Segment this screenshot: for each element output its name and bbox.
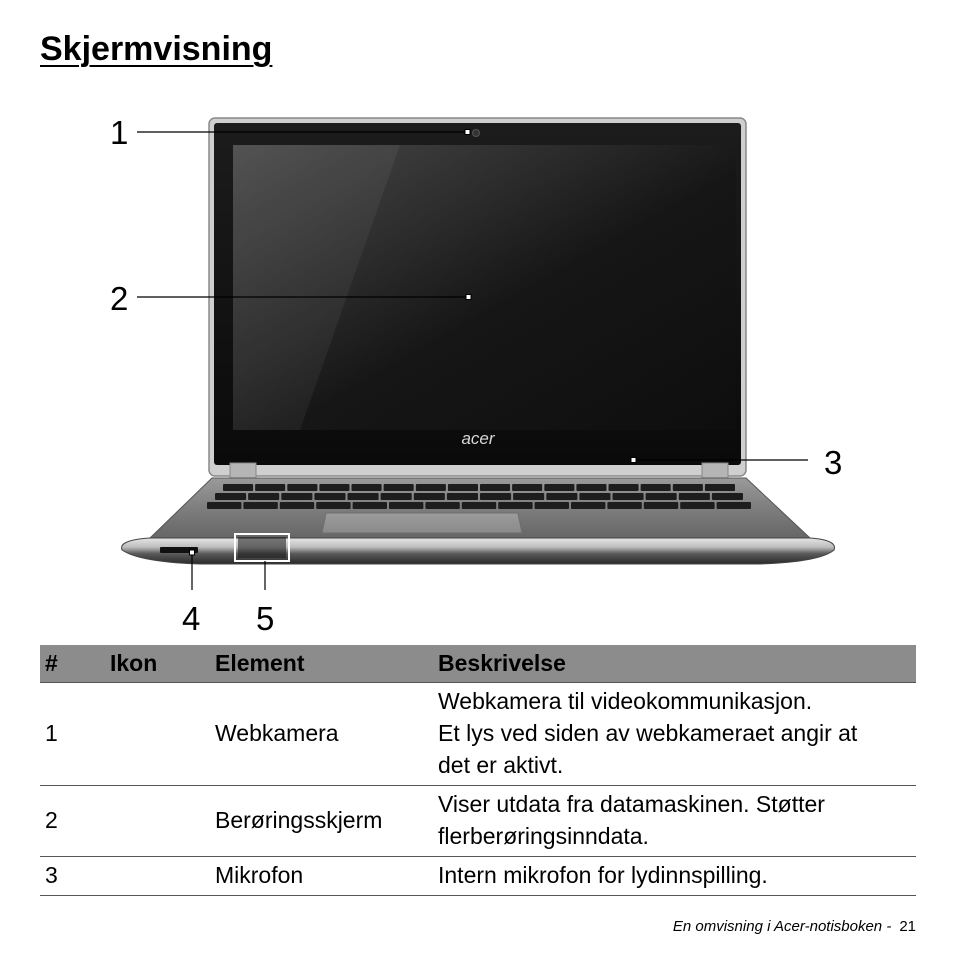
- keyboard-key: [513, 493, 544, 500]
- callout-marker-3: [631, 458, 636, 463]
- brand-logo: acer: [461, 429, 495, 448]
- keyboard-key: [480, 493, 511, 500]
- keyboard-key: [280, 502, 314, 509]
- keyboard-key: [544, 484, 574, 491]
- row-description: [433, 683, 916, 786]
- row-number: 1: [40, 683, 105, 786]
- front-edge: [122, 538, 835, 564]
- keyboard-key: [498, 502, 532, 509]
- keyboard-key: [281, 493, 312, 500]
- row-element: Webkamera: [210, 683, 433, 786]
- row-element: Mikrofon: [210, 857, 433, 896]
- header-element: Element: [210, 645, 433, 683]
- keyboard-key: [613, 493, 644, 500]
- keyboard-key: [389, 502, 423, 509]
- row-number: 2: [40, 786, 105, 857]
- hinge-right: [702, 463, 728, 479]
- header-icon: Ikon: [105, 645, 210, 683]
- keyboard-key: [462, 502, 496, 509]
- page-footer: [673, 918, 916, 935]
- callout-marker-1: [465, 130, 470, 135]
- keyboard-key: [255, 484, 285, 491]
- callout-number-1: 1: [110, 114, 129, 151]
- hinge-left: [230, 463, 256, 479]
- description-line: Webkamera til videokommunikasjon.: [438, 688, 813, 714]
- keyboard-key: [705, 484, 735, 491]
- page-title: Skjermvisning: [40, 30, 273, 68]
- keyboard-key: [646, 493, 677, 500]
- keyboard-key: [535, 502, 569, 509]
- keyboard-key: [348, 493, 379, 500]
- table-row: [40, 683, 916, 786]
- description-line: Et lys ved siden av webkameraet angir at: [438, 720, 858, 746]
- row-description: [433, 857, 916, 896]
- keyboard-key: [314, 493, 345, 500]
- row-icon: [105, 857, 210, 896]
- keyboard-key: [353, 502, 387, 509]
- keyboard-key: [512, 484, 542, 491]
- keyboard-key: [243, 502, 277, 509]
- laptop-figure: [0, 100, 954, 645]
- keyboard-key: [679, 493, 710, 500]
- keyboard-key: [384, 484, 414, 491]
- keyboard-key: [425, 502, 459, 509]
- keyboard-key: [680, 502, 714, 509]
- row-icon: [105, 786, 210, 857]
- keyboard-key: [352, 484, 382, 491]
- keyboard-key: [287, 484, 317, 491]
- keyboard-key: [316, 502, 350, 509]
- keyboard-key: [641, 484, 671, 491]
- keyboard-key: [215, 493, 246, 500]
- table-header-row: [40, 645, 916, 683]
- keyboard-key: [448, 484, 478, 491]
- description-line: flerberøringsinndata.: [438, 823, 649, 849]
- callout-marker-2: [466, 295, 471, 300]
- description-line: det er aktivt.: [438, 752, 564, 778]
- keyboard-key: [319, 484, 349, 491]
- keyboard-key: [717, 502, 751, 509]
- keyboard-key: [712, 493, 743, 500]
- keyboard-key: [673, 484, 703, 491]
- keyboard-key: [644, 502, 678, 509]
- table-row: [40, 857, 916, 896]
- keyboard-key: [248, 493, 279, 500]
- webcam-icon: [473, 130, 480, 137]
- keyboard-key: [416, 484, 446, 491]
- keyboard-key: [381, 493, 412, 500]
- keyboard-key: [447, 493, 478, 500]
- row-description: [433, 786, 916, 857]
- keyboard-key: [480, 484, 510, 491]
- keyboard-key: [414, 493, 445, 500]
- indicator-area: [238, 537, 286, 558]
- table-row: [40, 786, 916, 857]
- row-number: 3: [40, 857, 105, 896]
- touchpad: [322, 513, 522, 533]
- header-description: Beskrivelse: [433, 645, 916, 683]
- keyboard-key: [223, 484, 253, 491]
- row-element: Berøringsskjerm: [210, 786, 433, 857]
- callout-number-3: 3: [824, 444, 843, 481]
- callout-number-2: 2: [110, 280, 129, 317]
- keyboard-key: [607, 502, 641, 509]
- parts-table: [40, 645, 916, 896]
- keyboard-key: [579, 493, 610, 500]
- page-number: 21: [899, 918, 916, 935]
- description-line: Intern mikrofon for lydinnspilling.: [438, 862, 768, 888]
- header-number: #: [40, 645, 105, 683]
- keyboard-key: [609, 484, 639, 491]
- callout-marker-4: [190, 550, 195, 555]
- keyboard-key: [207, 502, 241, 509]
- callout-number-4: 4: [182, 600, 201, 637]
- laptop-illustration: [0, 100, 954, 645]
- keyboard-key: [571, 502, 605, 509]
- row-icon: [105, 683, 210, 786]
- callout-number-5: 5: [256, 600, 275, 637]
- keyboard-key: [546, 493, 577, 500]
- keyboard-key: [576, 484, 606, 491]
- footer-text: En omvisning i Acer-notisboken -: [672, 918, 892, 935]
- description-line: Viser utdata fra datamaskinen. Støtter: [438, 791, 825, 817]
